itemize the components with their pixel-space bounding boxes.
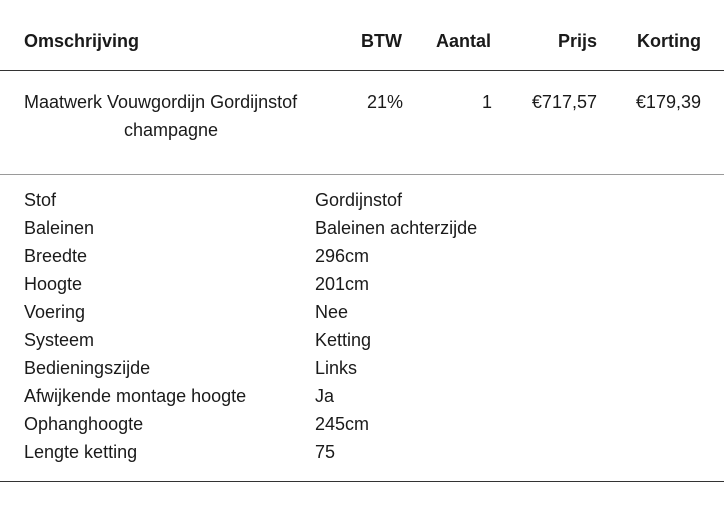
spec-label: Hoogte xyxy=(24,274,83,294)
line-item-description: Maatwerk Vouwgordijn Gordijnstof xyxy=(24,92,298,112)
spec-label: Lengte ketting xyxy=(24,442,138,462)
spec-label: Ophanghoogte xyxy=(24,414,144,434)
spec-label: Systeem xyxy=(24,330,95,350)
spec-value: Baleinen achterzijde xyxy=(315,218,478,238)
footer-divider xyxy=(0,481,724,482)
spec-label: Baleinen xyxy=(24,218,95,238)
spec-value: 75 xyxy=(315,442,336,462)
line-item-discount: €179,39 xyxy=(635,92,701,112)
column-header-description: Omschrijving xyxy=(24,31,140,51)
spec-value: Links xyxy=(315,358,358,378)
spec-label: Bedieningszijde xyxy=(24,358,151,378)
column-header-discount: Korting xyxy=(637,31,701,51)
item-divider xyxy=(0,174,724,175)
line-item-vat: 21% xyxy=(367,92,404,112)
spec-value: Nee xyxy=(315,302,349,322)
spec-value: Ketting xyxy=(315,330,372,350)
column-header-vat: BTW xyxy=(361,31,402,51)
spec-label: Stof xyxy=(24,190,57,210)
spec-value: 245cm xyxy=(315,414,370,434)
spec-value: 296cm xyxy=(315,246,370,266)
header-divider xyxy=(0,70,724,71)
line-item-price: €717,57 xyxy=(531,92,597,112)
spec-label: Breedte xyxy=(24,246,88,266)
column-header-quantity: Aantal xyxy=(436,31,492,51)
spec-label: Voering xyxy=(24,302,86,322)
spec-value: Ja xyxy=(315,386,335,406)
line-item-description-color: champagne xyxy=(124,120,219,140)
column-header-price: Prijs xyxy=(557,31,597,51)
spec-value: 201cm xyxy=(315,274,370,294)
spec-value: Gordijnstof xyxy=(315,190,403,210)
line-item-quantity: 1 xyxy=(481,92,492,112)
spec-label: Afwijkende montage hoogte xyxy=(24,386,247,406)
